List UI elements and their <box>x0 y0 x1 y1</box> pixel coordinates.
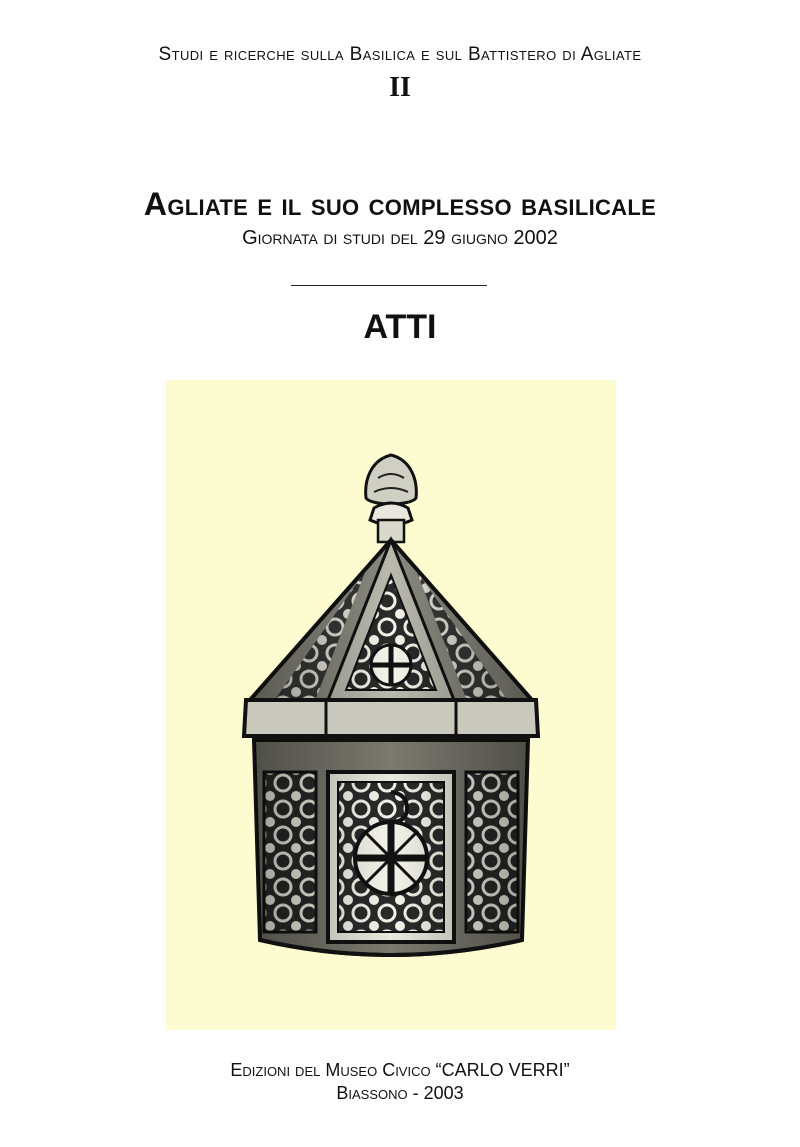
reliquary-casket-image <box>166 380 616 1030</box>
place-year-line: Biassono - 2003 <box>336 1083 464 1103</box>
series-title: Studi e ricerche sulla Basilica e sul Battistero di Agliate <box>158 44 642 65</box>
cover-illustration <box>166 380 616 1030</box>
volume-number: II <box>389 72 411 103</box>
book-subtitle: Giornata di studi del 29 giugno 2002 <box>242 227 558 249</box>
book-title: Agliate e il suo complesso basilicale <box>143 186 657 222</box>
section-label: ATTI <box>363 308 437 346</box>
publisher-line: Edizioni del Museo Civico “CARLO VERRI” <box>230 1060 570 1080</box>
divider-rule <box>291 285 487 286</box>
